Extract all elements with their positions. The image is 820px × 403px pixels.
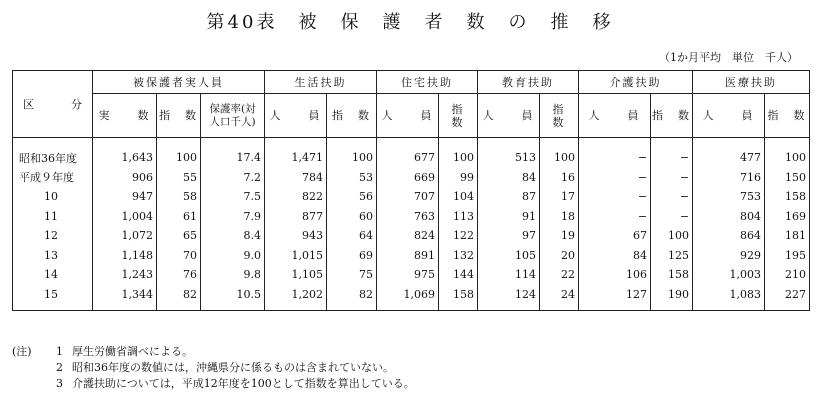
cell: 10.5 xyxy=(201,285,265,311)
unit-label: （1か月平均 単位 千人） xyxy=(659,51,798,64)
cell: 18 xyxy=(540,207,579,227)
header-shisu: 指 数 xyxy=(651,94,693,138)
cell: 1,105 xyxy=(265,265,327,285)
cell: 1,202 xyxy=(265,285,327,311)
cell: 929 xyxy=(693,246,765,266)
cell: 67 xyxy=(579,226,651,246)
cell: 9.0 xyxy=(201,246,265,266)
cell: 158 xyxy=(765,187,810,207)
header-group-iryo: 医療扶助 xyxy=(693,71,810,94)
cell: 75 xyxy=(327,265,377,285)
cell: 227 xyxy=(765,285,810,311)
cell: 100 xyxy=(157,138,201,168)
cell: 906 xyxy=(93,168,157,188)
cell: 87 xyxy=(478,187,540,207)
cell: 891 xyxy=(377,246,439,266)
cell: 82 xyxy=(327,285,377,311)
cell: 513 xyxy=(478,138,540,168)
cell: 56 xyxy=(327,187,377,207)
row-label: 11 xyxy=(13,207,93,227)
cell: 150 xyxy=(765,168,810,188)
cell: 61 xyxy=(157,207,201,227)
cell: 114 xyxy=(478,265,540,285)
cell: 677 xyxy=(377,138,439,168)
cell: 158 xyxy=(439,285,478,311)
cell: 104 xyxy=(439,187,478,207)
cell: 113 xyxy=(439,207,478,227)
cell: 105 xyxy=(478,246,540,266)
cell: 169 xyxy=(765,207,810,227)
header-group-kaigo: 介護扶助 xyxy=(579,71,693,94)
note-text: 厚生労働省調べによる。 xyxy=(72,345,193,358)
cell: 127 xyxy=(579,285,651,311)
header-jinin: 人 員 xyxy=(579,94,651,138)
cell: 1,004 xyxy=(93,207,157,227)
cell: − xyxy=(651,207,693,227)
cell: 100 xyxy=(651,226,693,246)
header-rate-line2: 人口千人) xyxy=(209,115,256,128)
cell: 19 xyxy=(540,226,579,246)
table-row xyxy=(13,246,810,266)
cell: − xyxy=(579,187,651,207)
header-shisu: 指 数 xyxy=(157,94,201,138)
header-shisu: 指 数 xyxy=(540,94,579,138)
cell: 716 xyxy=(693,168,765,188)
cell: 17 xyxy=(540,187,579,207)
cell: − xyxy=(651,168,693,188)
cell: 877 xyxy=(265,207,327,227)
header-kubun-b: 分 xyxy=(71,98,82,111)
header-group-seikatsu: 生活扶助 xyxy=(265,71,377,94)
cell: 84 xyxy=(579,246,651,266)
cell: 106 xyxy=(579,265,651,285)
data-table xyxy=(12,70,810,311)
cell: 53 xyxy=(327,168,377,188)
header-kubun xyxy=(13,71,93,138)
header-group-jutaku: 住宅扶助 xyxy=(377,71,478,94)
cell: 99 xyxy=(439,168,478,188)
header-jinin: 人 員 xyxy=(265,94,327,138)
cell: 1,243 xyxy=(93,265,157,285)
row-label: 昭和36年度 xyxy=(13,138,93,168)
cell: 69 xyxy=(327,246,377,266)
cell: − xyxy=(651,138,693,168)
table-row xyxy=(13,138,810,168)
header-shisu: 指 数 xyxy=(439,94,478,138)
cell: 144 xyxy=(439,265,478,285)
cell: 1,003 xyxy=(693,265,765,285)
cell: 58 xyxy=(157,187,201,207)
header-jinin: 人 員 xyxy=(478,94,540,138)
cell: 7.9 xyxy=(201,207,265,227)
cell: 763 xyxy=(377,207,439,227)
header-jinin: 人 員 xyxy=(693,94,765,138)
cell: 195 xyxy=(765,246,810,266)
cell: 1,643 xyxy=(93,138,157,168)
note-number: 1 xyxy=(56,345,63,358)
cell: 124 xyxy=(478,285,540,311)
notes-prefix: (注) xyxy=(12,345,32,358)
header-group-jitsujinin: 被保護者実人員 xyxy=(93,71,265,94)
cell: 477 xyxy=(693,138,765,168)
header-jissu: 実 数 xyxy=(93,94,157,138)
cell: 707 xyxy=(377,187,439,207)
cell: 55 xyxy=(157,168,201,188)
cell: 100 xyxy=(540,138,579,168)
note-text: 昭和36年度の数値には，沖縄県分に係るものは含まれていない。 xyxy=(72,361,394,374)
header-shisu: 指 数 xyxy=(765,94,810,138)
cell: − xyxy=(579,138,651,168)
cell: 181 xyxy=(765,226,810,246)
row-label: 12 xyxy=(13,226,93,246)
cell: 100 xyxy=(327,138,377,168)
table-row xyxy=(13,207,810,227)
table-title: 第40表 被 保 護 者 数 の 推 移 xyxy=(206,12,614,33)
cell: 158 xyxy=(651,265,693,285)
note-number: 2 xyxy=(56,361,63,374)
cell: 91 xyxy=(478,207,540,227)
note-item xyxy=(12,344,415,360)
cell: − xyxy=(651,187,693,207)
header-rate-line1: 保護率(対 xyxy=(209,102,256,115)
cell: 100 xyxy=(439,138,478,168)
cell: 76 xyxy=(157,265,201,285)
table-row xyxy=(13,265,810,285)
cell: 97 xyxy=(478,226,540,246)
cell: 9.8 xyxy=(201,265,265,285)
cell: 17.4 xyxy=(201,138,265,168)
cell: 190 xyxy=(651,285,693,311)
table-row xyxy=(13,226,810,246)
row-label: 10 xyxy=(13,187,93,207)
cell: 1,069 xyxy=(377,285,439,311)
cell: 16 xyxy=(540,168,579,188)
cell: 82 xyxy=(157,285,201,311)
cell: 669 xyxy=(377,168,439,188)
cell: 804 xyxy=(693,207,765,227)
header-jinin: 人 員 xyxy=(377,94,439,138)
cell: 7.5 xyxy=(201,187,265,207)
row-label: 14 xyxy=(13,265,93,285)
cell: 100 xyxy=(765,138,810,168)
cell: 1,083 xyxy=(693,285,765,311)
table-row xyxy=(13,168,810,188)
cell: 65 xyxy=(157,226,201,246)
cell: 70 xyxy=(157,246,201,266)
cell: 1,471 xyxy=(265,138,327,168)
cell: 1,344 xyxy=(93,285,157,311)
table-row xyxy=(13,187,810,207)
cell: 1,072 xyxy=(93,226,157,246)
row-label: 13 xyxy=(13,246,93,266)
cell: 24 xyxy=(540,285,579,311)
cell: 84 xyxy=(478,168,540,188)
cell: 22 xyxy=(540,265,579,285)
notes xyxy=(12,344,415,392)
cell: 822 xyxy=(265,187,327,207)
note-text: 介護扶助については，平成12年度を100として指数を算出している。 xyxy=(72,377,415,390)
cell: 7.2 xyxy=(201,168,265,188)
note-number: 3 xyxy=(56,377,63,390)
header-group-kyoiku: 教育扶助 xyxy=(478,71,579,94)
cell: − xyxy=(579,168,651,188)
cell: 753 xyxy=(693,187,765,207)
cell: − xyxy=(579,207,651,227)
cell: 125 xyxy=(651,246,693,266)
cell: 122 xyxy=(439,226,478,246)
cell: 975 xyxy=(377,265,439,285)
header-kubun-a: 区 xyxy=(23,98,34,111)
note-item xyxy=(12,376,415,392)
header-rate xyxy=(201,94,265,138)
table-row xyxy=(13,285,810,311)
cell: 824 xyxy=(377,226,439,246)
cell: 864 xyxy=(693,226,765,246)
cell: 20 xyxy=(540,246,579,266)
row-label: 15 xyxy=(13,285,93,311)
cell: 784 xyxy=(265,168,327,188)
cell: 1,148 xyxy=(93,246,157,266)
cell: 8.4 xyxy=(201,226,265,246)
cell: 210 xyxy=(765,265,810,285)
cell: 947 xyxy=(93,187,157,207)
note-item xyxy=(12,360,415,376)
cell: 132 xyxy=(439,246,478,266)
cell: 943 xyxy=(265,226,327,246)
cell: 1,015 xyxy=(265,246,327,266)
header-shisu: 指 数 xyxy=(327,94,377,138)
row-label: 平成９年度 xyxy=(13,168,93,188)
cell: 64 xyxy=(327,226,377,246)
cell: 60 xyxy=(327,207,377,227)
